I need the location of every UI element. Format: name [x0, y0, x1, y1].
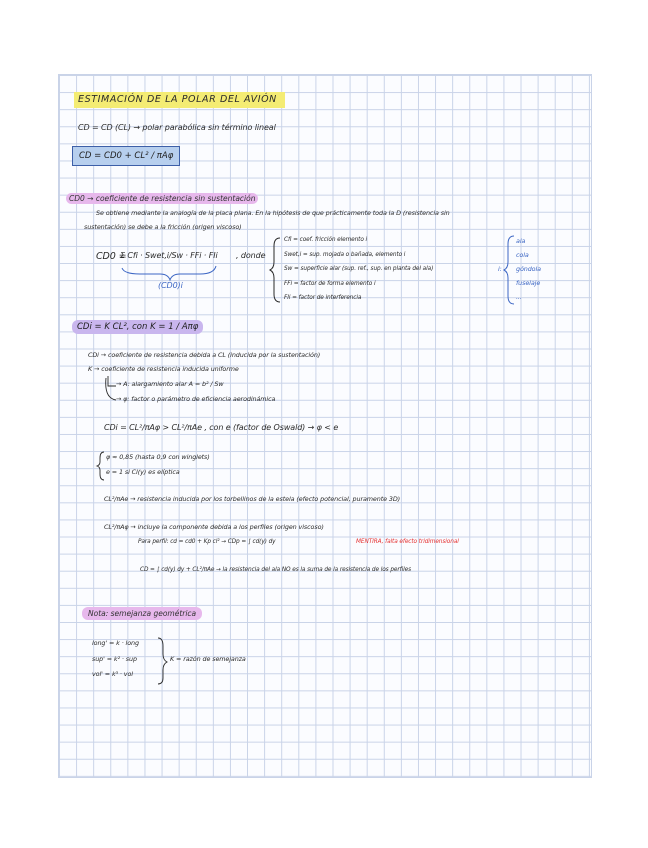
page-title: ESTIMACIÓN DE LA POLAR DEL AVIÓN — [74, 92, 285, 108]
defs-brace — [270, 238, 280, 302]
cd0-desc-line2: sustentación) se debe a la fricción (origen viscoso) — [84, 223, 242, 231]
element-cola: cola — [516, 251, 529, 259]
element-gondola: góndola — [516, 265, 541, 273]
def-cf: Cfi = coef. fricción elemento i — [284, 237, 368, 243]
def-swet: Swet,i = sup. mojada o bañada, elemento i — [284, 252, 406, 258]
similarity-ratio: K = razón de semejanza — [170, 655, 246, 663]
donde-text: , donde — [236, 251, 266, 260]
rel-vol: vol' = k³ · vol — [92, 670, 133, 678]
e-value: e = 1 si Cl(y) es elíptica — [106, 468, 180, 476]
def-ff: FFi = factor de forma elemento i — [284, 281, 376, 287]
cd0-formula-sum: Σ Cfi · Swet,i/Sw · FFi · FIi — [120, 251, 218, 260]
elements-label: i: — [498, 265, 502, 273]
induced-term: CL²/πAe → resistencia inducida por los torbellinos de la estela (efecto potencial, puramente 3D) — [104, 495, 401, 503]
cd0-heading: CD0 → coeficiente de resistencia sin sustentación — [66, 193, 258, 204]
k-definition: K → coeficiente de resistencia inducida uniforme — [88, 365, 239, 373]
polar-definition: CD = CD (CL) → polar parabólica sin término lineal — [78, 123, 276, 132]
cd0-formula-lhs: CD0 = — [96, 251, 127, 262]
cdi-compare: CDi = CL²/πAφ > CL²/πAe , con e (factor de Oswald) → φ < e — [104, 423, 339, 432]
cd0-desc-line1: Se obtiene mediante la analogía de la placa plana. En la hipótesis de que prácticamente toda la D (resistencia sin — [96, 209, 450, 217]
similarity-brace — [158, 638, 167, 684]
def-sw: Sw = superficie alar (sup. ref., sup. en planta del ala) — [284, 266, 434, 272]
profile-line: Para perfil: cd = cd0 + Kp cl² → CDp = ∫ cd(y) dy — [138, 539, 276, 545]
total-drag-line: CD = ∫ cd(y) dy + CL²/πAe → la resistencia del ala NO es la suma de la resistencia de los perfiles — [140, 567, 412, 573]
a-definition: → A: alargamiento alar A = b² / Sw — [116, 380, 224, 388]
rel-long: long' = k · long — [92, 639, 139, 647]
rel-sup: sup' = k² · sup — [92, 655, 137, 663]
red-note: MENTIRA, falta efecto tridimensional — [356, 539, 459, 545]
element-ala: ala — [516, 237, 526, 245]
phi-arrow — [106, 378, 116, 400]
element-fuselaje: fuselaje — [516, 279, 541, 287]
a-arrow — [108, 376, 116, 386]
element-dots: ... — [516, 293, 522, 301]
cd0-formula-sub: (CD0)i — [158, 281, 183, 290]
phi-definition: → φ: factor o parámetro de eficiencia aerodinámica — [116, 395, 276, 403]
elements-brace — [504, 236, 514, 304]
note-label: Nota: semejanza geométrica — [82, 607, 202, 620]
cdi-formula: CDi = K CL², con K = 1 / Aπφ — [72, 320, 203, 334]
phi-values: φ ≈ 0,85 (hasta 0,9 con winglets) — [106, 453, 210, 461]
polar-boxed-formula: CD = CD0 + CL² / πAφ — [72, 146, 180, 166]
phi-e-brace — [97, 452, 104, 480]
def-fi: FIi = factor de interferencia — [284, 295, 362, 301]
cdi-definition: CDi → coeficiente de resistencia debida a CL (inducida por la sustentación) — [88, 351, 321, 359]
sum-underbrace — [122, 266, 216, 280]
viscous-term: CL²/πAφ → incluye la componente debida a los perfiles (origen viscoso) — [104, 523, 324, 531]
